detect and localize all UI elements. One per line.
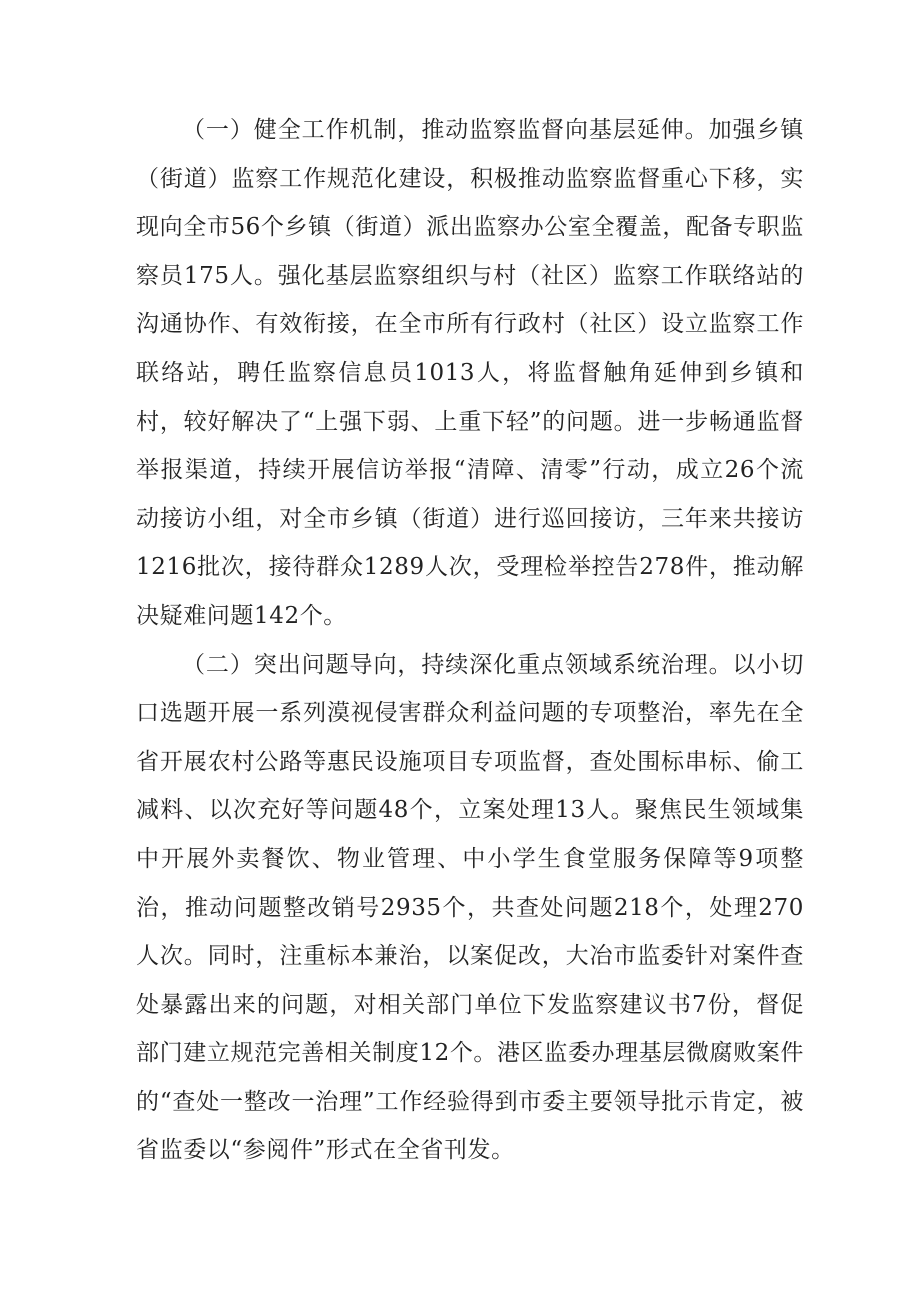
document-body <box>136 106 804 1175</box>
paragraph-2: （二）突出问题导向，持续深化重点领域系统治理。以小切口选题开展一系列漠视侵害群众利益问题的专项整治，率先在全省开展农村公路等惠民设施项目专项监督，查处围标串标、偷工减料、以次充好等问题48个，立案处理13人。聚焦民生领域集中开展外卖餐饮、物业管理、中小学生食堂服务保障等9项整治，推动问题整改销号2935个，共查处问题218个，处理270人次。同时，注重标本兼治，以案促改，大冶市监委针对案件查处暴露出来的问题，对相关部门单位下发监察建议书7份，督促部门建立规范完善相关制度12个。港区监委办理基层微腐败案件的“查处一整改一治理”工作经验得到市委主要领导批示肯定，被省监委以“参阅件”形式在全省刊发。 <box>136 651 804 1164</box>
paragraph-1: （一）健全工作机制，推动监察监督向基层延伸。加强乡镇（街道）监察工作规范化建设，积极推动监察监督重心下移，实现向全市56个乡镇（街道）派出监察办公室全覆盖，配备专职监察员175人。强化基层监察组织与村（社区）监察工作联络站的沟通协作、有效衔接，在全市所有行政村（社区）设立监察工作联络站，聘任监察信息员1013人，将监督触角延伸到乡镇和村，较好解决了“上强下弱、上重下轻”的问题。进一步畅通监督举报渠道，持续开展信访举报“清障、清零”行动，成立26个流动接访小组，对全市乡镇（街道）进行巡回接访，三年来共接访1216批次，接待群众1289人次，受理检举控告278件，推动解决疑难问题142个。 <box>136 117 804 629</box>
